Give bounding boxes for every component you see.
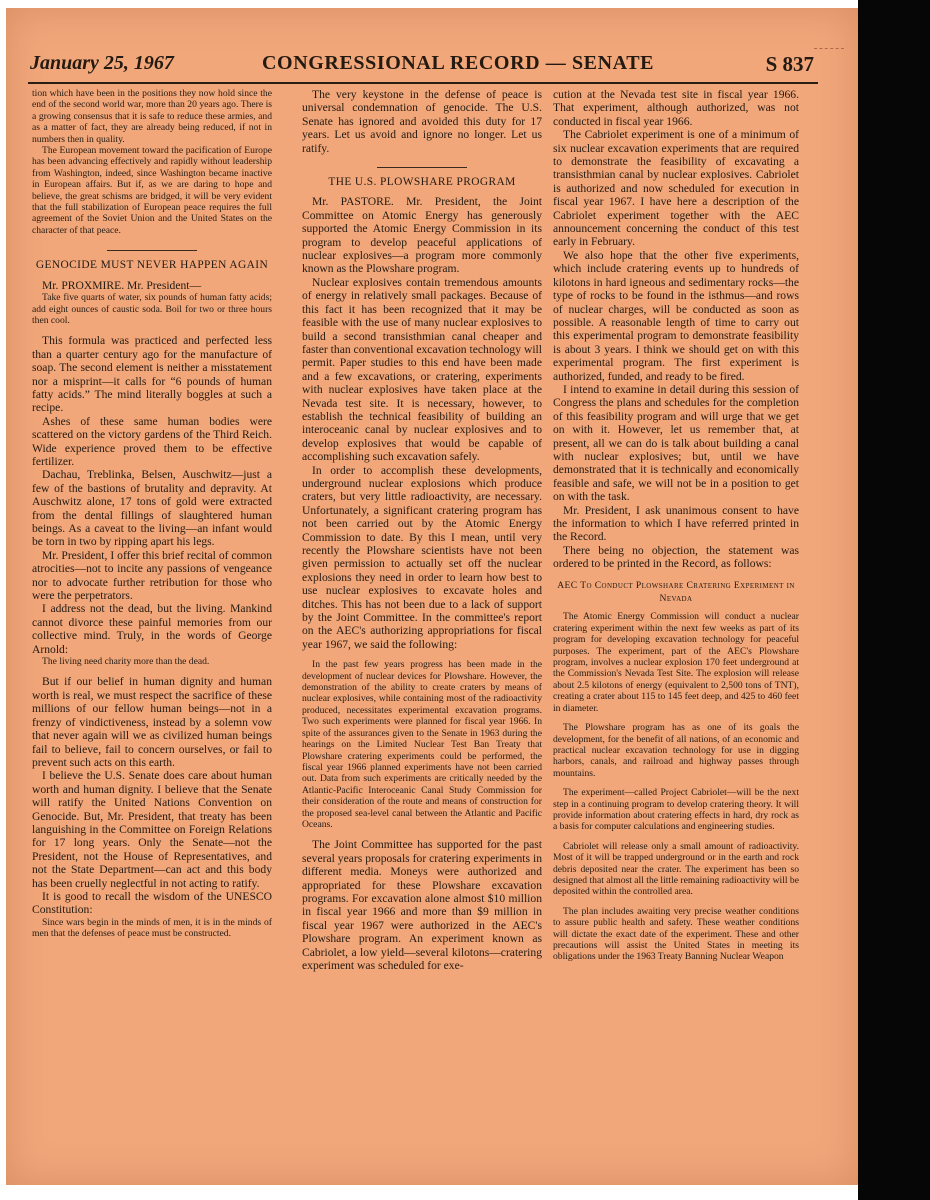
section-heading: AEC To Conduct Plowshare Cratering Experiment in Nevada [557, 579, 795, 605]
paragraph: cution at the Nevada test site in fiscal year 1966. That experiment, although authorized, was not conducted in fiscal year 1966. [553, 88, 799, 128]
section-divider [377, 167, 467, 168]
paragraph: The very keystone in the defense of peace is universal condemnation of genocide. The U.S. Senate has ignored and avoided this duty for 17 years. Let us avoid and ignore no longer. Let us ratify. [302, 88, 542, 155]
column-1 [32, 88, 272, 1178]
issue-date: January 25, 1967 [30, 52, 174, 74]
quotation: The living need charity more than the dead. [42, 656, 210, 668]
section-heading: THE U.S. PLOWSHARE PROGRAM [328, 176, 516, 189]
quotation: Take five quarts of water, six pounds of human fatty acids; add eight ounces of caustic soda. Boil for two or three hours then cool. [32, 292, 272, 326]
section-heading: GENOCIDE MUST NEVER HAPPEN AGAIN [35, 259, 269, 272]
paragraph: I address not the dead, but the living. Mankind cannot divorce these painful memories from our collective mind. Truly, in the words of George Arnold: [32, 602, 272, 656]
quotation: Cabriolet will release only a small amount of radioactivity. Most of it will be trapped underground or in the earth and rock debris deposited near the crater. The experiment has been so designed that almost all the little remaining radioactivity will be deposited within the controlled area. [553, 840, 799, 898]
paragraph: The European movement toward the pacification of Europe has been advancing effectively and rapidly without leadership from Washington, indeed, since Washington became inactive in European affairs. But if, as we are daring to hope and believe, the great schisms are bridged, it will be very evident that the full stabilization of European peace requires the full agreement of the Soviet Union and the United States on the character of that peace. [32, 145, 272, 236]
quotation: The plan includes awaiting very precise weather conditions to assure public health and safety. These weather conditions will dictate the exact date of the experiment. These and other precautions will assist the United States in meeting its obligations under the 1963 Treaty Banning Nuclear Weapon [553, 905, 799, 963]
paragraph: The Cabriolet experiment is one of a minimum of six nuclear excavation experiments that are required to demonstrate the feasibility of excavating a transisthmian canal by nuclear explosives. Cabriolet is authorized and now scheduled for execution in fiscal year 1967. I have here a description of the Cabriolet experiment together with the AEC announcement concerning the conduct of this test early in February. [553, 128, 799, 249]
paragraph: Dachau, Treblinka, Belsen, Auschwitz—just a few of the bastions of brutality and depravity. At Auschwitz alone, 17 tons of gold were extracted from the dental fillings of slaughtered human beings. As a caveat to the living—an infant would be torn in two by ripping apart his legs. [32, 468, 272, 549]
newspaper-page [6, 8, 858, 1185]
paragraph: There being no objection, the statement was ordered to be printed in the Record, as follows: [553, 543, 799, 571]
publication-title: CONGRESSIONAL RECORD — SENATE [262, 52, 655, 74]
scanner-black-border [858, 0, 930, 1200]
paragraph: Mr. PASTORE. Mr. President, the Joint Committee on Atomic Energy has generously supported the Atomic Energy Commission in its program to develop peaceful applications of nuclear explosives—a program more commonly known as the Plowshare program. [302, 195, 542, 276]
speaker-line: Mr. PROXMIRE. Mr. President— [42, 278, 202, 292]
quotation: Since wars begin in the minds of men, it is in the minds of men that the defenses of peace must be constructed. [32, 916, 272, 940]
paragraph: Ashes of these same human bodies were scattered on the victory gardens of the Third Reich. Wide experience proved them to be effective fertilizer. [32, 414, 272, 468]
paragraph: But if our belief in human dignity and human worth is real, we must respect the sacrifice of these millions of our fellow human beings—not in a frenzy of vindictiveness, instead by a solemn vow that never again will we as civilized human beings fail to believe, fail to concern ourselves, or fail to prevent such acts on this earth. [32, 675, 272, 769]
section-divider [107, 250, 197, 251]
paragraph: tion which have been in the positions they now hold since the end of the second world war, more than 20 years ago. There is a growing consensus that it is safe to reduce these armies, and as a matter of fact, they are already being reduced, if not in numbers then in quality. [32, 88, 272, 145]
paragraph: The Joint Committee has supported for the past several years proposals for cratering experiments in different media. Moneys were authorized and appropriated for these Plowshare excavation programs. For excavation alone almost $10 million in fiscal year 1966 and more than $9 million in fiscal year 1967 were authorized in the AEC's Plowshare program. An experiment known as Cabriolet, a low yield—several kilotons—cratering experiment was scheduled for exe- [302, 838, 542, 972]
paragraph: I intend to examine in detail during this session of Congress the plans and schedules for the completion of this feasibility program and will urge that we get on with it. However, let us remember that, at present, all we can do is talk about building a canal with nuclear explosives; but, until we have demonstrated that it is technically and economically feasible and safe, we will not be in a position to get on with the task. [553, 382, 799, 504]
paragraph: Mr. President, I offer this brief recital of common atrocities—not to incite any passions of vengeance nor to advocate further retribution for those who were the perpetrators. [32, 548, 272, 603]
paragraph: Mr. President, I ask unanimous consent to have the information to which I have referred printed in the Record. [553, 503, 799, 544]
column-2 [302, 88, 542, 1178]
paragraph: Nuclear explosives contain tremendous amounts of energy in relatively small packages. Because of this fact it has been recognized that it may be feasible with the use of many nuclear explosives to build a second transisthmian canal cheaper and faster than conventional excavation technology will permit. Paper studies to this end have been made and a few excavations, or cratering, experiments with nuclear explosives have taken place at the Nevada test site. It is necessary, however, to establish the technical feasibility of building an interoceanic canal by nuclear explosives and to develop explosives that would be capable of accomplishing such excavation safely. [302, 275, 542, 464]
paragraph: This formula was practiced and perfected less than a quarter century ago for the manufacture of soap. The second element is neither a misstatement nor a misprint—it calls for “6 pounds of human fatty acids.” The mind literally boggles at such a recipe. [32, 334, 272, 415]
paragraph: We also hope that the other five experiments, which include cratering events up to hundreds of kilotons in hard igneous and sedimentary rocks—the type of rocks to be found in the isthmus—and rows of nuclear charges, will be conducted as soon as possible. A reasonable length of time to carry out this experimental program to demonstrate feasibility is about 3 years. I think we should get on with this experimental program. The first experiment is authorized, funded, and ready to be fired. [553, 248, 799, 383]
paragraph: It is good to recall the wisdom of the UNESCO Constitution: [32, 889, 272, 917]
quotation: The Atomic Energy Commission will conduct a nuclear cratering experiment within the next few weeks as part of its program for developing excavation technology for peaceful purposes. The experiment, part of the AEC's Plowshare program, involves a nuclear explosion 170 feet underground at the Commission's Nevada Test Site. The explosion will release about 2.5 kilotons of energy (equivalent to 2,500 tons of TNT), creating a crater about 115 to 145 feet deep, and 425 to 460 feet in diameter. [553, 611, 799, 714]
quotation: The experiment—called Project Cabriolet—will be the next step in a continuing program to develop cratering theory. It will provide information about cratering effects in hard, dry rock as a basis for computer calculations and engineering studies. [553, 787, 799, 833]
page-number: S 837 [765, 52, 814, 76]
paragraph: In order to accomplish these developments, underground nuclear explosions which produce craters, but very little radioactivity, are necessary. Unfortunately, a significant cratering program has not been carried out by the Atomic Energy Commission to date. By this I mean, until very recently the Plowshare scientists have not been given permission to actually set off the nuclear explosions they need in order to learn how best to use nuclear explosives to excavate holes and ditches. This has not been due to a lack of support by the Joint Committee. In the committee's report on the AEC's authorizing appropriations for fiscal year 1967, we said the following: [302, 463, 542, 651]
paragraph: I believe the U.S. Senate does care about human worth and human dignity. I believe that the Senate will ratify the United Nations Convention on Genocide. But, Mr. President, that treaty has been languishing in the Committee on Foreign Relations for 17 long years. Only the Senate—not the President, not the House of Representatives, and not the State Department—can act and this body has been cruelly neglectful in not acting to ratify. [32, 769, 272, 890]
quotation: In the past few years progress has been made in the development of nuclear devices for Plowshare. However, the demonstration of the ability to create craters by means of nuclear explosives, while containing most of the radioactivity produced, necessitates experimental excavation programs. Two such experiments were planned for fiscal year 1966. In spite of the assurances given to the Senate in 1963 during the hearings on the Limited Nuclear Test Ban Treaty that Plowshare cratering experiments could be performed, the fiscal year 1966 planned experiments have not been carried out. Data from such experiments are critically needed by the Atlantic-Pacific Interoceanic Canal Study Commission for their consideration of the route and means of construction for the proposed sea-level canal between the Atlantic and Pacific Oceans. [302, 659, 542, 830]
quotation: The Plowshare program has as one of its goals the development, for the benefit of all nations, of an economic and practical nuclear excavation technology for use in digging harbors, canals, and railroad and highway passes through mountains. [553, 722, 799, 779]
pencil-mark [814, 48, 844, 53]
column-3 [553, 88, 799, 1178]
header-rule [28, 82, 818, 84]
